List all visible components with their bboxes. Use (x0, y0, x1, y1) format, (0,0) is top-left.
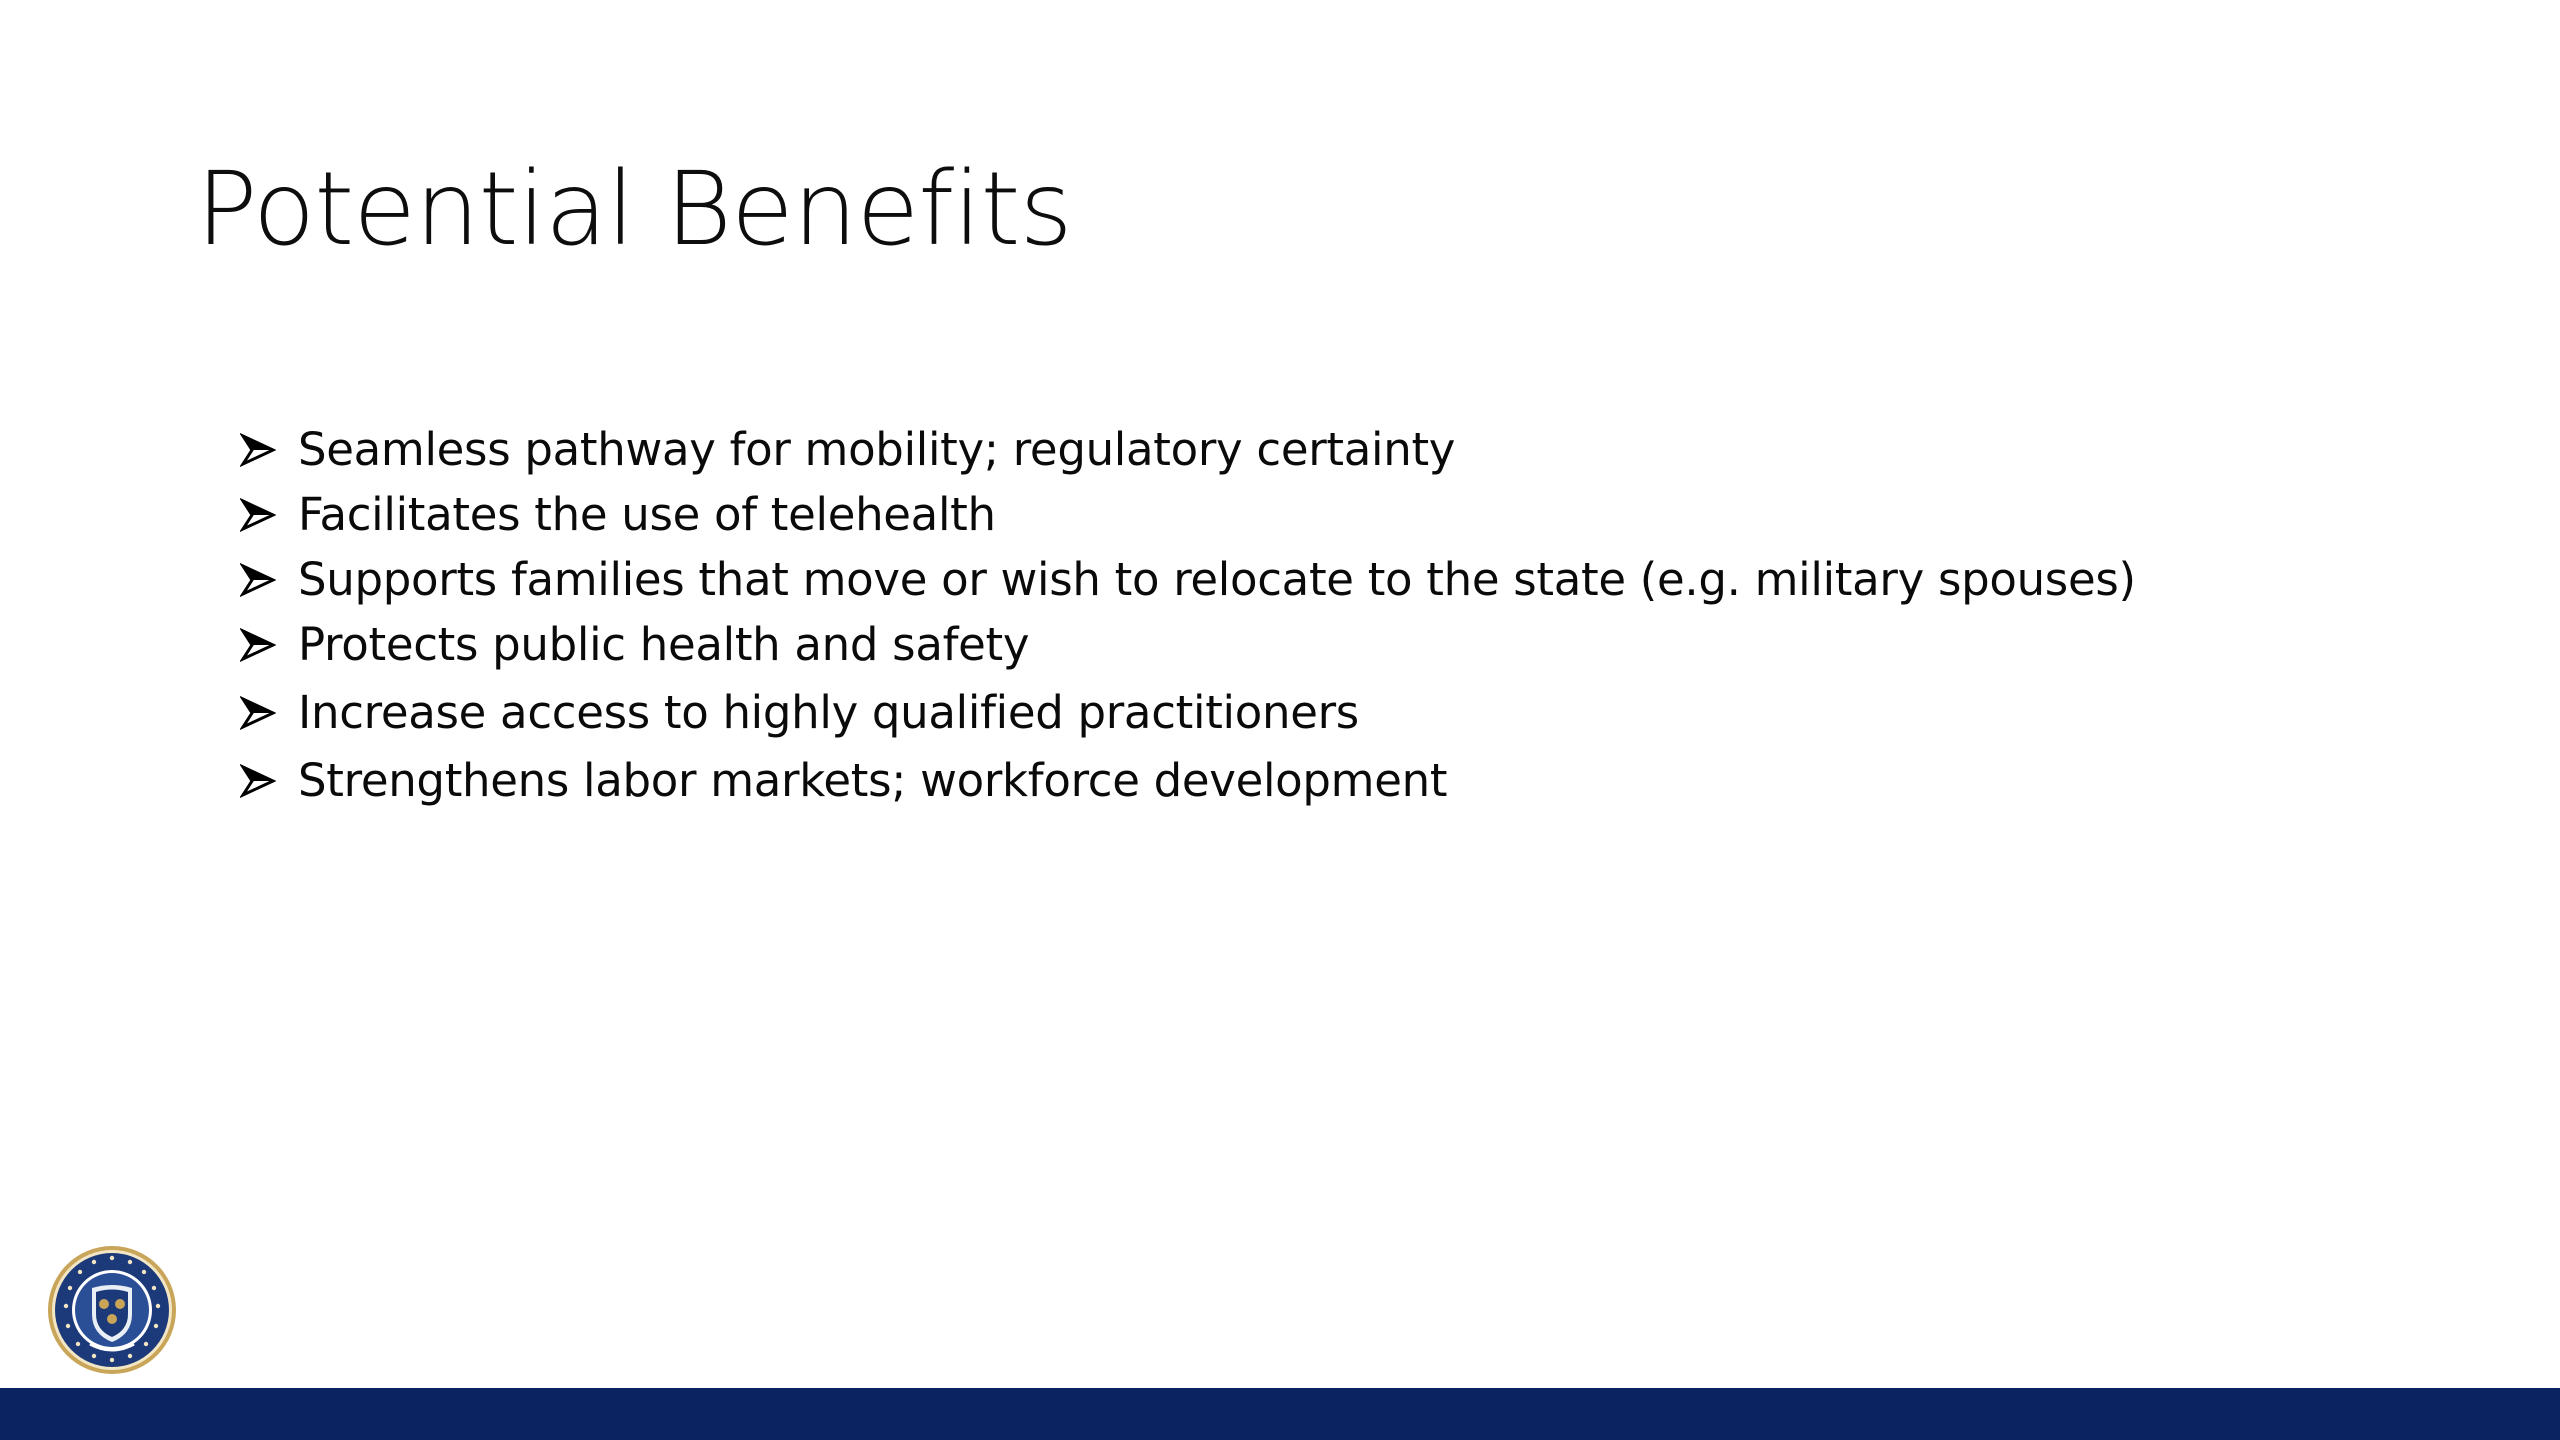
arrowhead-bullet-icon (240, 763, 276, 799)
bullet-text: Seamless pathway for mobility; regulatory certainty (298, 423, 1456, 476)
state-seal-logo (46, 1244, 178, 1376)
footer-bar (0, 1388, 2560, 1440)
bullet-text: Strengthens labor markets; workforce development (298, 754, 1448, 807)
arrowhead-bullet-icon (240, 432, 276, 468)
bullet-text: Increase access to highly qualified practitioners (298, 686, 1359, 739)
arrowhead-bullet-icon (240, 562, 276, 598)
arrowhead-bullet-icon (240, 695, 276, 731)
list-item (240, 681, 2136, 745)
list-item (240, 749, 2136, 813)
list-item (240, 613, 2136, 677)
arrowhead-bullet-icon (240, 627, 276, 663)
bullet-text: Supports families that move or wish to relocate to the state (e.g. military spouses) (298, 553, 2136, 606)
list-item (240, 548, 2136, 612)
list-item (240, 418, 2136, 482)
slide-title: Potential Benefits (196, 150, 1072, 269)
arrowhead-bullet-icon (240, 497, 276, 533)
bullet-list (240, 418, 2136, 814)
bullet-text: Protects public health and safety (298, 618, 1030, 671)
list-item (240, 483, 2136, 547)
bullet-text: Facilitates the use of telehealth (298, 488, 996, 541)
